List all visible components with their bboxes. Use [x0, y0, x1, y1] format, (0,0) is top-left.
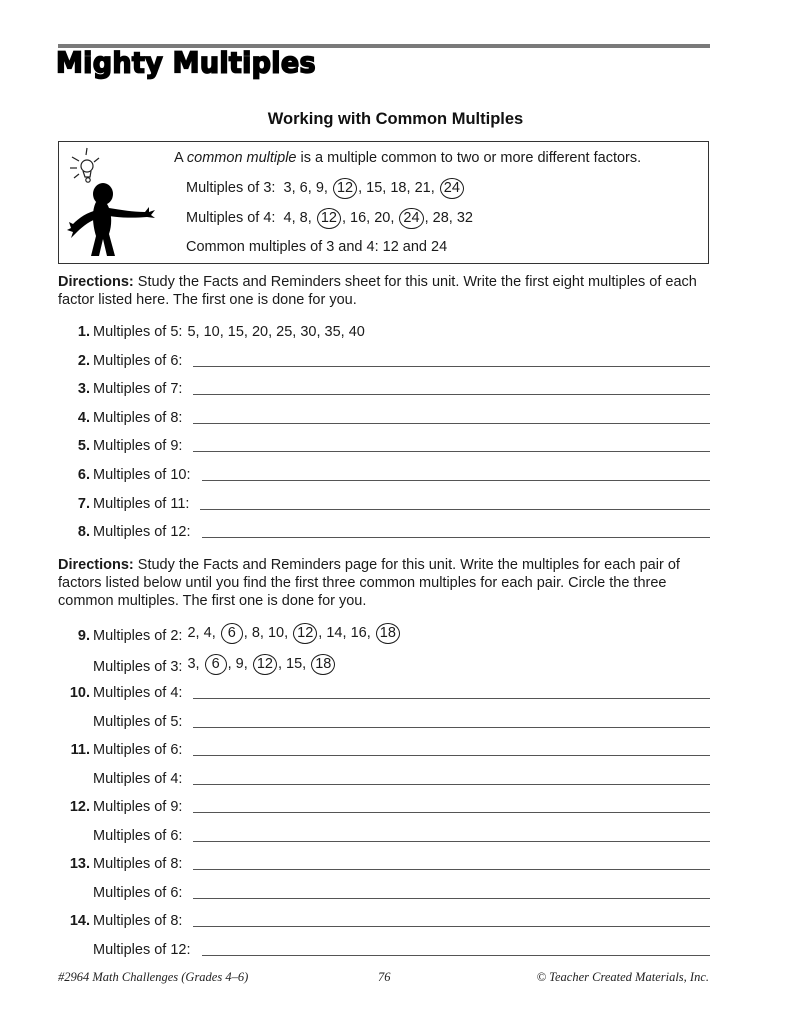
item-label: Multiples of 12: [93, 524, 191, 541]
question-row [58, 492, 710, 512]
question-row [58, 795, 710, 815]
item-number: 8. [77, 524, 90, 541]
definition-suffix: is a multiple common to two or more different factors. [296, 150, 642, 166]
answer-line[interactable] [193, 884, 710, 899]
circled-value: 6 [205, 654, 227, 675]
value: 3 [283, 180, 292, 196]
question-row [58, 406, 710, 426]
example-row-multiples-2 [58, 620, 710, 644]
circled-value: 12 [333, 178, 357, 199]
answer-line[interactable] [193, 912, 710, 927]
item-number: 2. [77, 352, 90, 369]
answer-line[interactable] [200, 495, 710, 510]
question-row [58, 909, 710, 929]
answer-line[interactable] [193, 352, 710, 367]
value: 18 [390, 180, 407, 196]
value: 16 [350, 625, 367, 641]
item-number: 5. [77, 438, 90, 455]
value: 2 [187, 625, 196, 641]
item-label: Multiples of 11: [93, 495, 190, 512]
item-label: Multiples of 9: [93, 799, 183, 815]
definition-text [174, 150, 641, 166]
answer-line[interactable] [202, 523, 710, 538]
section-heading: Working with Common Multiples [267, 110, 524, 128]
common-multiples-summary: Common multiples of 3 and 4: 12 and 24 [186, 239, 448, 255]
question-row [58, 377, 710, 397]
definition-term: common multiple [186, 150, 297, 166]
value: 9 [315, 180, 324, 196]
answer-line[interactable] [193, 437, 710, 452]
example-multiples-4 [186, 208, 473, 229]
answer-line[interactable] [193, 741, 710, 756]
value: 16 [350, 210, 367, 226]
item-number: 14. [69, 913, 90, 929]
item-label: Multiples of 6: [93, 742, 183, 758]
question-row [58, 767, 710, 787]
circled-value: 18 [311, 654, 335, 675]
example-values: 4, 8, 12 , 16, 20, 24 , 28, 32 [284, 210, 473, 226]
item-label: Multiples of 8: [93, 856, 183, 872]
question-row [58, 520, 710, 540]
item-number: 10. [69, 685, 90, 701]
item-number: 6. [77, 467, 90, 483]
circled-value: 6 [221, 623, 243, 644]
example-values: 3, 6, 9, 12 , 15, 18, 21, 24 [284, 180, 465, 196]
example-values: 2, 4, 6 , 8, 10, 12 , 14, 16, 18 [182, 623, 400, 644]
circled-value: 24 [399, 208, 423, 229]
value: 14 [326, 625, 343, 641]
circled-value: 12 [253, 654, 277, 675]
question-row [58, 938, 710, 958]
item-number: 9. [77, 628, 90, 644]
value: 8 [251, 625, 260, 641]
answer-line[interactable] [193, 798, 710, 813]
answer-line[interactable] [193, 713, 710, 728]
question-row [58, 463, 710, 483]
value: 4 [203, 625, 212, 641]
value: 3 [187, 656, 196, 672]
directions-label: Directions: [58, 274, 134, 290]
item-number: 1. [77, 324, 90, 340]
value: 8 [299, 210, 308, 226]
answer-line[interactable] [202, 466, 710, 481]
circled-value: 12 [293, 623, 317, 644]
value: 15 [286, 656, 303, 672]
item-number: 3. [77, 381, 90, 398]
value: 20 [374, 210, 391, 226]
item-label: Multiples of 3: [93, 659, 183, 675]
circled-value: 24 [440, 178, 464, 199]
question-row [58, 738, 710, 758]
item-answer: 5, 10, 15, 20, 25, 30, 35, 40 [187, 324, 365, 340]
answer-line[interactable] [202, 941, 710, 956]
question-row [58, 320, 710, 340]
item-number: 4. [77, 409, 90, 426]
item-label: Multiples of 2: [93, 628, 183, 644]
answer-line[interactable] [193, 770, 710, 785]
item-label: Multiples of 4: [93, 770, 183, 787]
item-label: Multiples of 10: [93, 467, 191, 483]
lightbulb-icon [70, 148, 99, 182]
value: 32 [456, 210, 473, 226]
value: 6 [299, 180, 308, 196]
item-label: Multiples of 5: [93, 713, 183, 730]
example-multiples-3 [186, 178, 465, 199]
info-box [58, 141, 709, 264]
item-label: Multiples of 7: [93, 381, 183, 398]
item-label: Multiples of 6: [93, 827, 183, 844]
answer-line[interactable] [193, 380, 710, 395]
item-label: Multiples of 9: [93, 438, 183, 455]
answer-line[interactable] [193, 827, 710, 842]
footer-page-number: 76 [378, 970, 391, 984]
circled-value: 18 [376, 623, 400, 644]
value: 28 [432, 210, 449, 226]
item-label: Multiples of 8: [93, 409, 183, 426]
directions-2 [58, 556, 710, 610]
directions-text: Study the Facts and Reminders page for this unit. Write the multiples for each pair of factors listed below until you find the first three common multiples for each pair. Circle the three common multiples. The first one is done for you. [58, 557, 680, 609]
question-row [58, 681, 710, 701]
answer-line[interactable] [193, 684, 710, 699]
item-label: Multiples of 8: [93, 913, 183, 929]
item-label: Multiples of 6: [93, 352, 183, 369]
example-row-multiples-3 [58, 651, 710, 675]
question-row [58, 434, 710, 454]
example-label: Multiples of 3: [186, 180, 276, 196]
value: 4 [283, 210, 292, 226]
question-row [58, 881, 710, 901]
value: 21 [414, 180, 431, 196]
value: 10 [267, 625, 285, 641]
item-label: Multiples of 4: [93, 685, 183, 701]
question-row [58, 710, 710, 730]
circled-value: 12 [317, 208, 341, 229]
example-label: Multiples of 4: [186, 210, 276, 226]
item-label: Multiples of 12: [93, 941, 191, 958]
directions-text: Study the Facts and Reminders sheet for this unit. Write the first eight multiples of each factor listed here. The first one is done for you. [58, 274, 697, 308]
item-number: 7. [77, 495, 90, 512]
item-number: 12. [69, 799, 90, 815]
question-row [58, 824, 710, 844]
answer-line[interactable] [193, 409, 710, 424]
item-label: Multiples of 5: [93, 324, 183, 340]
example-values: 3, 6 , 9, 12 , 15, 18 [182, 654, 336, 675]
item-number: 13. [69, 856, 90, 872]
question-row [58, 349, 710, 369]
value: 15 [366, 180, 383, 196]
footer-copyright: © Teacher Created Materials, Inc. [536, 970, 709, 984]
thinking-person-icon [63, 144, 163, 260]
footer-book-title: #2964 Math Challenges (Grades 4–6) [58, 970, 249, 984]
answer-line[interactable] [193, 855, 710, 870]
question-row [58, 852, 710, 872]
item-number: 11. [70, 742, 90, 758]
directions-label: Directions: [58, 557, 134, 573]
value: 9 [235, 656, 244, 672]
page-title: Mighty Multiples [56, 47, 316, 80]
item-label: Multiples of 6: [93, 884, 183, 901]
definition-prefix: A [174, 150, 187, 166]
directions-1 [58, 273, 710, 309]
